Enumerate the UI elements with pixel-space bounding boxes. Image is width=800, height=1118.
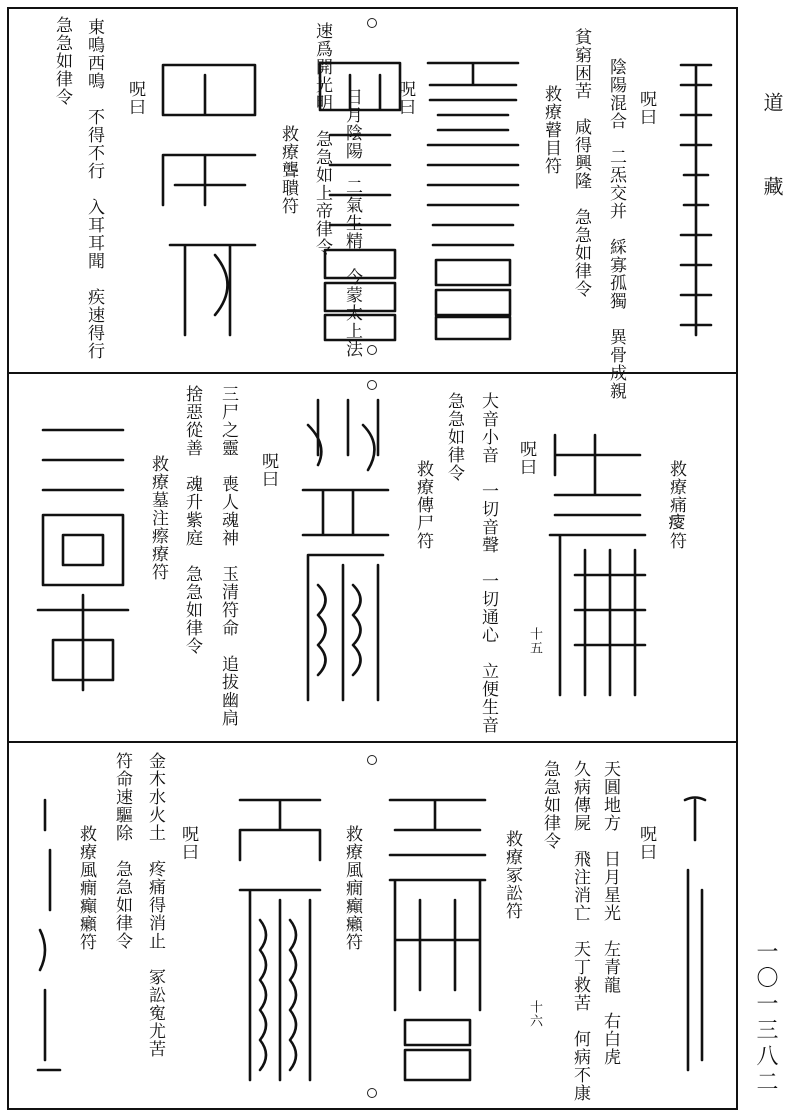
talisman-figure [155, 55, 265, 345]
incantation-heading: 呪曰 [125, 80, 145, 116]
talisman-cut-right [676, 55, 716, 355]
incantation-line: 陰陽混合 二炁交并 綵寡孤獨 異骨成親 [606, 58, 626, 400]
talisman-title: 救療傳尸符 [413, 460, 433, 550]
talisman-title: 救療風癇癲癩符 [342, 825, 362, 951]
punch-hole-marker [367, 380, 377, 390]
incantation-line: 大音小音 一切音聲 一切通心 立便生音 [478, 392, 498, 734]
talisman-cut-right [680, 790, 710, 1080]
punch-hole-marker [367, 1088, 377, 1098]
margin-title-char-2: 藏 [760, 176, 784, 204]
incantation-heading: 呪曰 [636, 825, 656, 861]
punch-hole-marker [367, 755, 377, 765]
incantation-heading: 呪曰 [258, 452, 278, 488]
talisman-figure [418, 55, 528, 345]
margin-title-char-1: 道 [760, 92, 784, 120]
incantation-line: 速爲開光明 急急如上帝律令 [312, 22, 332, 256]
talisman-title: 救療瞽目符 [541, 85, 561, 175]
incantation-line: 久病傳屍 飛注消亡 天丁救苦 何病不康 [570, 760, 590, 1102]
incantation-heading: 呪曰 [516, 440, 536, 476]
incantation-line: 捨惡從善 魂升紫庭 急急如律令 [182, 385, 202, 655]
incantation-line: 急急如律令 [540, 760, 560, 850]
panel-divider-2 [7, 741, 738, 743]
incantation-heading: 呪曰 [178, 825, 198, 861]
talisman-figure [380, 790, 495, 1090]
incantation-line: 三尸之靈 喪人魂神 玉清符命 追拔幽扃 [218, 385, 238, 727]
talisman-figure [28, 420, 138, 700]
talisman-title: 救療痛𤸃符 [666, 460, 686, 550]
talisman-figure [540, 425, 655, 715]
talisman-title: 救療墓注瘵療符 [148, 455, 168, 581]
talisman-figure [230, 790, 330, 1090]
incantation-line: 東鳴西鳴 不得不行 入耳耳聞 疾速得行 [84, 18, 104, 360]
punch-hole-marker [367, 18, 377, 28]
incantation-line: 急急如律令 [52, 16, 72, 106]
incantation-heading: 呪曰 [395, 80, 415, 116]
sequence-number: 十五 [527, 627, 542, 655]
talisman-title: 救療冢訟符 [502, 830, 522, 920]
incantation-line: 天圓地方 日月星光 左青龍 右白虎 [600, 760, 620, 1066]
talisman-title: 救療風癇癲癩符 [76, 825, 96, 951]
incantation-line: 急急如律令 [444, 392, 464, 482]
incantation-line: 符命速驅除 急急如律令 [112, 752, 132, 950]
talisman-cut-left [30, 790, 70, 1080]
incantation-line: 金木水火土 疼痛得消止 冢訟寃尤苦 [145, 752, 165, 1058]
incantation-heading: 呪曰 [636, 90, 656, 126]
incantation-line: 日月陰陽 二氣生精 今蒙太上法 [342, 88, 362, 358]
talisman-title: 救療聾聵符 [278, 125, 298, 215]
sequence-number: 十六 [527, 1000, 542, 1028]
punch-hole-marker [367, 345, 377, 355]
talisman-figure [288, 395, 398, 710]
page-number: 一〇一三八二 [753, 940, 778, 1096]
incantation-line: 貧窮困苦 咸得興隆 急急如律令 [571, 28, 591, 298]
panel-divider-1 [7, 372, 738, 374]
